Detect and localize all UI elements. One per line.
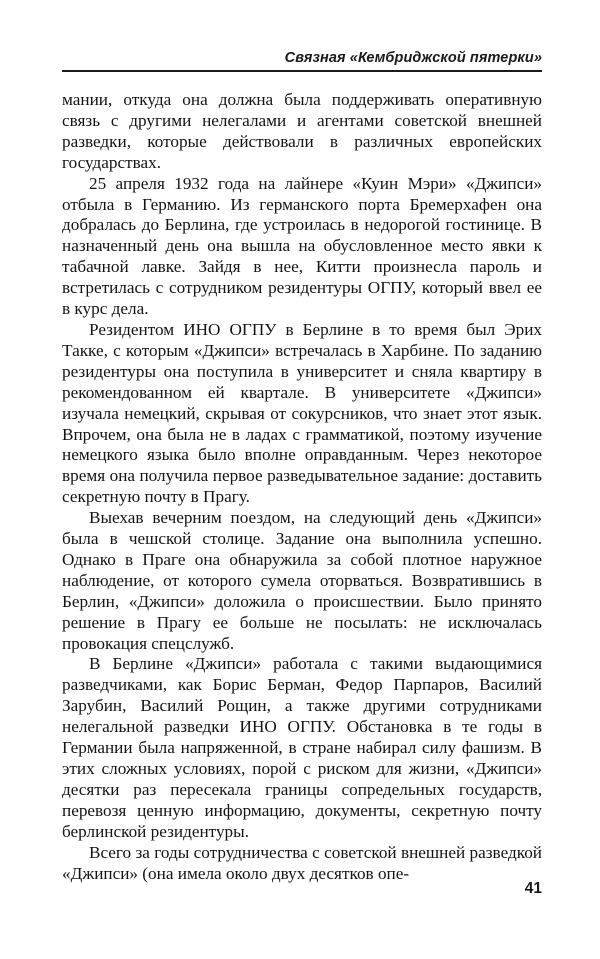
paragraph-continued: мании, откуда она должна была поддерживать оперативную связь с другими нелегалами и агентами советской внешней разведки, которые действовали в различных европейских государствах. — [62, 90, 542, 172]
paragraph: Резидентом ИНО ОГПУ в Берлине в то время был Эрих Такке, с которым «Джипси» встречалась в Харбине. По заданию резидентуры она поступила в университет и сняла квартиру в рекомендованном ей квартале. В университете «Джипси» изучала немецкий, скрывая от сокурсников, что знает этот язык. Впрочем, она была не в ладах с грамматикой, поэтому изучение немецкого языка было вполне оправданным. Через некоторое время она получила первое разведывательное задание: доставить секретную почту в Прагу. — [62, 319, 542, 507]
running-head-title: Связная «Кембриджской пятерки» — [284, 50, 542, 66]
body-text — [62, 90, 542, 884]
paragraph: Выехав вечерним поездом, на следующий день «Джипси» была в чешской столице. Задание она выполнила успешно. Однако в Праге она обнаружила за собой плотное наружное наблюдение, от которого сумела оторваться. Возвратившись в Берлин, «Джипси» доложила о происшествии. Было принято решение в Прагу ее больше не посылать: не исключалась провокация спецслужб. — [62, 508, 542, 653]
paragraph: Всего за годы сотрудничества с советской внешней разведкой «Джипси» (она имела около двух десятков опе- — [62, 842, 542, 883]
paragraph: В Берлине «Джипси» работала с такими выдающимися разведчиками, как Борис Берман, Федор Парпаров, Василий Зарубин, Василий Рощин, а также другими сотрудниками нелегальной разведки ИНО ОГПУ. Обстановка в те годы в Германии была напряженной, в стране набирал силу фашизм. В этих сложных условиях, порой с риском для жизни, «Джипси» десятки раз пересекала границы сопредельных государств, перевозя ценную информацию, документы, секретную почту берлинской резидентуры. — [62, 654, 542, 841]
running-head — [62, 44, 542, 72]
page-number: 41 — [524, 880, 542, 897]
paragraph: 25 апреля 1932 года на лайнере «Куин Мэри» «Джипси» отбыла в Германию. Из германского порта Бремерхафен она добралась до Берлина, где устроилась в недорогой гостинице. В назначенный день она вышла на обусловленное место явки к табачной лавке. Зайдя в нее, Китти произнесла пароль и встретилась с сотрудником резидентуры ОГПУ, который ввел ее в курс дела. — [62, 173, 542, 319]
